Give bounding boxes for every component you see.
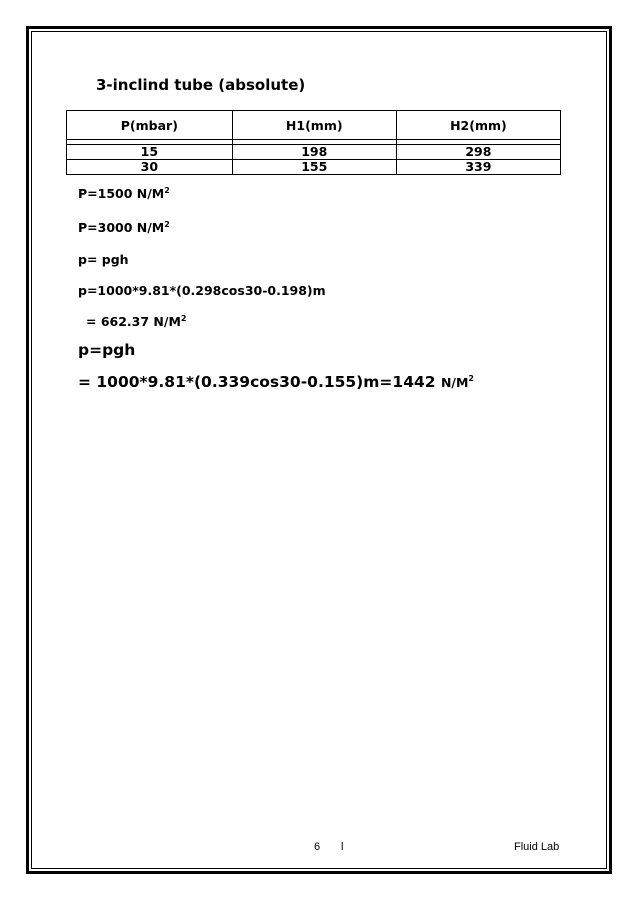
table-header-cell: P(mbar) (67, 111, 233, 140)
superscript: 2 (180, 313, 187, 323)
superscript: 2 (164, 185, 170, 195)
pressure-line-1 (78, 186, 170, 201)
table-cell: 298 (396, 145, 560, 160)
superscript: 2 (164, 219, 170, 229)
calculation-line-1: p=1000*9.81*(0.298cos30-0.198)m (78, 283, 326, 298)
pressure-line-2 (78, 220, 170, 235)
table-row (67, 145, 561, 160)
formula-line: p= pgh (78, 252, 129, 267)
table-header-cell: H2(mm) (396, 111, 560, 140)
table-cell: 339 (396, 160, 560, 175)
pressure-line-1-text: P=1500 N/M (78, 186, 165, 201)
calculation-line-2 (78, 373, 474, 391)
footer-title: Fluid Lab (514, 841, 560, 853)
pressure-line-2-text: P=3000 N/M (78, 220, 165, 235)
calculation-line-2-text: = 1000*9.81*(0.339cos30-0.155)m=1442 (78, 373, 441, 391)
page-number: 6 (314, 841, 321, 853)
result-line-1-text: = 662.37 N/M (86, 314, 181, 329)
table-header-row (67, 111, 561, 140)
table-cell: 198 (232, 145, 396, 160)
calculation-line-2-unit: N/M (440, 375, 469, 390)
measurement-table (66, 110, 561, 175)
formula-line-large: p=pgh (78, 341, 136, 359)
table-row (67, 160, 561, 175)
section-heading: 3-inclind tube (absolute) (96, 76, 306, 94)
table-cell: 30 (67, 160, 233, 175)
superscript: 2 (468, 373, 474, 383)
table-header-cell: H1(mm) (232, 111, 396, 140)
table-cell: 15 (67, 145, 233, 160)
table-cell: 155 (232, 160, 396, 175)
footer-separator: l (341, 841, 344, 853)
result-line-1 (86, 314, 186, 329)
